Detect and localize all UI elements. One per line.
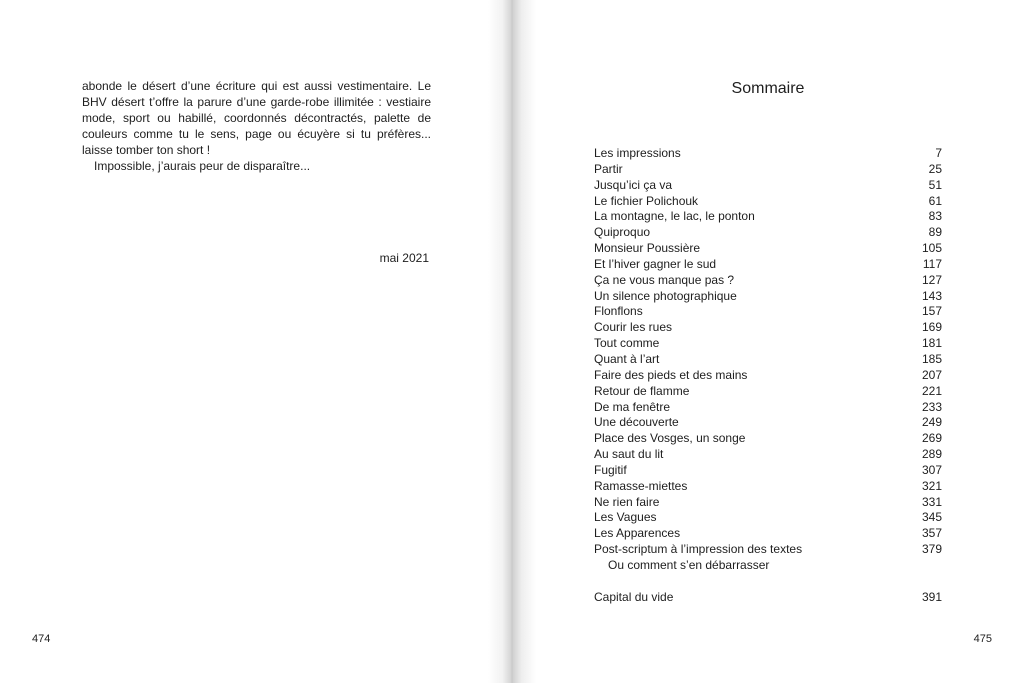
right-page [512,0,1024,683]
toc-entry-page: 357 [921,526,942,541]
toc-entry [594,336,942,352]
toc-entry [594,368,942,384]
toc-entry-title: Au saut du lit [594,447,664,462]
toc-entry [594,146,942,162]
toc-entry-page: 7 [935,146,942,160]
paragraph: Impossible, j’aurais peur de disparaître... [94,159,311,173]
toc-entry-page: 61 [928,193,942,208]
toc-entry-title: Fugitif [594,462,627,477]
toc-entry-title: Place des Vosges, un songe [594,431,746,446]
toc-entry-page: 379 [921,542,942,557]
toc-entry-title: Ça ne vous manque pas ? [594,272,735,287]
toc-entry-title: Tout comme [594,336,660,351]
toc-entry-title: Partir [594,161,623,176]
toc-entry-title: Les Vagues [594,510,657,525]
toc-entry-page: 143 [921,288,942,303]
toc-entry-page: 117 [922,256,942,271]
toc-spacer [594,574,942,590]
toc-entry [594,463,942,479]
page-number-left: 474 [32,633,51,645]
toc-entry-title: Post-scriptum à l’impression des textes [594,542,803,557]
toc-entry-page: 331 [921,494,942,509]
toc-entry [594,178,942,194]
toc-entry [594,257,942,273]
book-gutter [488,0,536,683]
toc-entry [594,447,942,463]
toc-entry-page: 207 [921,367,942,382]
toc-entry [594,510,942,526]
toc-entry-title: Le fichier Polichouk [594,193,699,208]
toc-entry-page: 233 [921,399,942,414]
toc-entry [594,400,942,416]
toc-entry [594,542,942,558]
toc-entry [594,352,942,368]
toc-entry [594,209,942,225]
toc-entry-title: Faire des pieds et des mains [594,367,748,382]
toc-entry [594,431,942,447]
toc-entry-page: 181 [921,336,942,351]
toc-entry [594,225,942,241]
toc-entry-page: 89 [928,225,942,240]
toc-entry [594,384,942,400]
toc-entry-title: Quant à l’art [594,351,660,366]
toc-entry [594,241,942,257]
toc-entry-page: 345 [921,510,942,525]
toc-entry [594,590,942,606]
toc-entry-page: 321 [921,478,942,493]
toc-entry-page: 157 [921,304,942,319]
toc-entry-title: Ne rien faire [594,494,660,509]
toc-entry-title: La montagne, le lac, le ponton [594,209,755,224]
date-line: mai 2021 [379,251,429,265]
toc-entry-page: 391 [921,589,942,604]
toc-entry [594,526,942,542]
toc-entry-page: 105 [921,241,942,256]
toc-entry [594,304,942,320]
toc-title: Sommaire [731,80,805,97]
toc-entry [594,194,942,210]
toc-entry [594,479,942,495]
toc-entry-title: Les impressions [594,146,681,160]
toc-entry-title: Capital du vide [594,589,674,604]
body-text [82,78,431,174]
toc-entry-page: 221 [921,383,942,398]
toc-entry-page: 185 [921,351,942,366]
toc-entry-page: 83 [928,209,942,224]
toc-entry-title: Une découverte [594,415,679,430]
page-number-right: 475 [973,633,992,645]
toc-entry-title: Ramasse-miettes [594,478,688,493]
toc-entry-page: 25 [928,161,942,176]
toc-entry-title: Jusqu’ici ça va [594,177,673,192]
toc-entry-title: Monsieur Poussière [594,241,701,256]
toc-entry-title: De ma fenêtre [594,399,671,414]
toc-entry-page: 249 [921,415,942,430]
toc-entry-title: Retour de flamme [594,383,690,398]
toc-entry-title: Un silence photographique [594,288,737,303]
toc-entry-page: 127 [921,272,942,287]
toc-entry-page: 51 [928,177,942,192]
toc-entry-title: Flonflons [594,304,643,319]
table-of-contents [594,146,942,606]
toc-entry-title: Ou comment s’en débarrasser [608,557,770,572]
toc-entry-title: Les Apparences [594,526,681,541]
toc-entry [594,320,942,336]
toc-entry-page: 169 [921,320,942,335]
paragraph: abonde le désert d’une écriture qui est aussi vestimentaire. Le BHV désert t’offre la parure d’une garde-robe illimitée : vestiaire mode, sport ou habillé, coordonnés décontractés, palette de couleurs comme tu le sens, page ou écuyère si tu préfères... laisse tomber ton short ! [82,79,431,157]
toc-entry [594,289,942,305]
toc-entry [594,162,942,178]
toc-entry-title: Et l’hiver gagner le sud [594,256,717,271]
toc-entry-page: 269 [921,431,942,446]
toc-entry [594,495,942,511]
toc-entry [594,415,942,431]
toc-entry-title: Courir les rues [594,320,673,335]
toc-entry [594,558,942,574]
toc-entry [594,273,942,289]
toc-entry-title: Quiproquo [594,225,651,240]
toc-entry-page: 307 [921,462,942,477]
toc-entry-page: 289 [921,447,942,462]
